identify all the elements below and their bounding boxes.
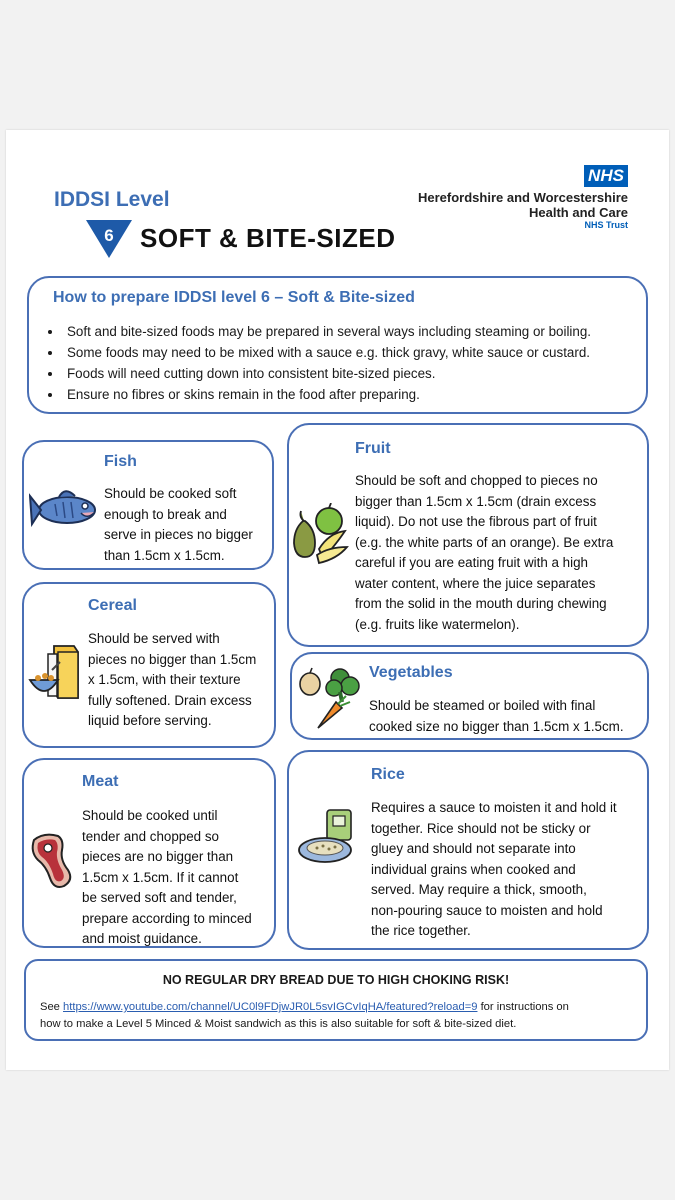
meat-line: 1.5cm x 1.5cm. If it cannot xyxy=(82,869,239,885)
org-line-1: Herefordshire and Worcestershire xyxy=(418,190,628,205)
vegetables-box xyxy=(290,652,649,740)
footer-note xyxy=(40,999,569,1033)
fish-text xyxy=(104,484,253,566)
fish-line: Should be cooked soft xyxy=(104,486,237,501)
level-triangle-icon xyxy=(84,218,134,260)
cereal-title: Cereal xyxy=(88,597,137,614)
rice-line: Requires a sauce to moisten it and hold it xyxy=(371,800,617,815)
fruit-box xyxy=(287,423,649,647)
rice-title: Rice xyxy=(371,766,405,783)
rice-line: non-pouring sauce to moisten and hold xyxy=(371,902,603,918)
cereal-line: fully softened. Drain excess xyxy=(88,692,252,708)
meat-line: Should be cooked until xyxy=(82,808,218,823)
meat-box xyxy=(22,758,276,948)
cereal-line: pieces no bigger than 1.5cm xyxy=(88,651,257,667)
level-number: 6 xyxy=(104,226,114,245)
org-line-3: NHS Trust xyxy=(584,220,628,230)
fruit-line: (e.g. fruits like watermelon). xyxy=(355,616,520,632)
fish-line: serve in pieces no bigger xyxy=(104,527,253,542)
cereal-box xyxy=(22,582,276,748)
fruit-line: careful if you are eating fruit with a high xyxy=(355,555,588,570)
rice-text xyxy=(371,798,617,942)
prepare-bullet: • Ensure no fibres or skins remain in the food after preparing. xyxy=(63,384,663,405)
meat-line: be served soft and tender, xyxy=(82,890,237,905)
meat-title: Meat xyxy=(82,773,119,790)
cereal-icon xyxy=(28,640,86,702)
fruit-line: Should be soft and chopped to pieces no xyxy=(355,473,598,488)
fruit-title: Fruit xyxy=(355,440,391,457)
footer-see: See xyxy=(40,1001,64,1013)
meat-icon xyxy=(28,830,80,890)
youtube-link[interactable]: https://www.youtube.com/channel/UC0l9FDjwJR0L5svIGCvIqHA/featured?reload=9 xyxy=(63,1001,478,1013)
fruit-text xyxy=(355,471,613,635)
vegetables-text xyxy=(369,696,624,737)
prepare-box xyxy=(27,276,648,414)
rice-line: gluey and should not separate into xyxy=(371,841,576,856)
fish-box xyxy=(22,440,274,570)
footer-line-2: how to make a Level 5 Minced & Moist sandwich as this is also suitable for soft & bite-sized diet. xyxy=(40,1018,517,1030)
level-title: IDDSI Level xyxy=(54,188,170,211)
prepare-bullet: • Foods will need cutting down into consistent bite-sized pieces. xyxy=(63,363,663,384)
prepare-bullet: • Some foods may need to be mixed with a sauce e.g. thick gravy, white sauce or custard. xyxy=(63,342,663,363)
meat-text xyxy=(82,806,252,950)
vegetables-icon xyxy=(296,666,366,734)
fruit-line: from the solid in the mouth during chewing xyxy=(355,596,607,611)
prepare-title: How to prepare IDDSI level 6 – Soft & Bite-sized xyxy=(53,289,415,306)
rice-line: served. May require a thick, smooth, xyxy=(371,882,587,897)
vegetables-title: Vegetables xyxy=(369,664,453,681)
fruit-line: (e.g. the white parts of an orange). Be extra xyxy=(355,534,614,550)
footer-box xyxy=(24,959,648,1041)
fruit-line: liquid). Do not use the fibrous part of fruit xyxy=(355,514,597,529)
rice-icon xyxy=(295,806,365,868)
meat-line: tender and chopped so xyxy=(82,828,219,844)
rice-line: individual grains when cooked and xyxy=(371,861,576,877)
cereal-line: x 1.5cm, with their texture xyxy=(88,672,241,687)
meat-line: prepare according to minced xyxy=(82,910,252,926)
cereal-line: liquid before serving. xyxy=(88,713,212,728)
footer-rest: for instructions on xyxy=(477,1001,569,1013)
vegetables-line: cooked size no bigger than 1.5cm x 1.5cm. xyxy=(369,718,624,734)
vegetables-line: Should be steamed or boiled with final xyxy=(369,698,596,713)
fish-line: than 1.5cm x 1.5cm. xyxy=(104,547,225,563)
org-name xyxy=(418,190,628,231)
fish-title: Fish xyxy=(104,453,137,470)
rice-line: the rice together. xyxy=(371,923,471,938)
fruit-line: bigger than 1.5cm x 1.5cm (drain excess xyxy=(355,493,597,509)
leaflet-page xyxy=(6,130,669,1070)
fruit-line: water content, where the juice separates xyxy=(355,575,596,591)
nhs-logo: NHS xyxy=(584,165,628,187)
rice-box xyxy=(287,750,649,950)
fish-line: enough to break and xyxy=(104,506,227,522)
prepare-bullet: • Soft and bite-sized foods may be prepared in several ways including steaming or boiling. xyxy=(63,321,663,342)
cereal-text xyxy=(88,629,256,732)
meat-line: and moist guidance. xyxy=(82,931,202,946)
prepare-list xyxy=(37,321,663,405)
fruit-icon xyxy=(289,503,355,567)
cereal-line: Should be served with xyxy=(88,631,220,646)
choking-warning: NO REGULAR DRY BREAD DUE TO HIGH CHOKING RISK! xyxy=(162,973,510,987)
org-line-2: Health and Care xyxy=(529,205,628,220)
level-name: SOFT & BITE-SIZED xyxy=(140,223,396,253)
rice-line: together. Rice should not be sticky or xyxy=(371,820,591,836)
fish-icon xyxy=(29,482,101,538)
meat-line: pieces are no bigger than xyxy=(82,849,234,864)
